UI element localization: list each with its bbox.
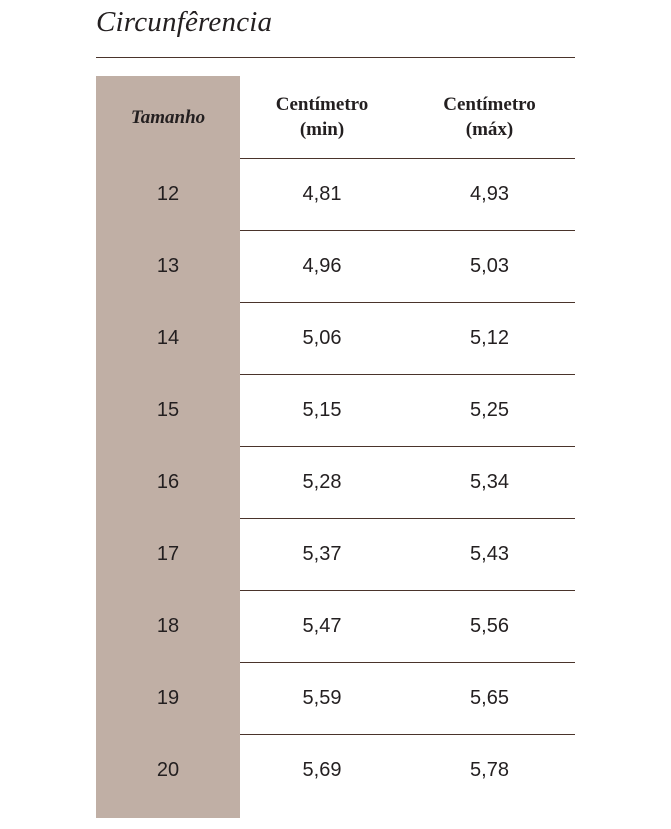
column-header-cm-max-line1: Centímetro [443, 93, 536, 115]
cell-cm-max: 5,03 [404, 231, 575, 303]
cell-cm-max: 5,43 [404, 519, 575, 591]
cell-cm-min: 5,28 [240, 447, 404, 519]
cell-size: 18 [96, 591, 240, 663]
table-row [96, 231, 575, 303]
column-header-cm-min-line2: (min) [299, 119, 345, 140]
cell-size: 20 [96, 735, 240, 807]
cell-size: 16 [96, 447, 240, 519]
column-header-size [96, 76, 240, 159]
cell-cm-min: 5,15 [240, 375, 404, 447]
table-header [96, 76, 575, 159]
cell-cm-min: 5,37 [240, 519, 404, 591]
table-row [96, 447, 575, 519]
column-header-cm-min-line1: Centímetro [275, 93, 369, 115]
column-header-cm-min [240, 76, 404, 159]
cell-cm-max: 4,93 [404, 159, 575, 231]
title-divider [96, 57, 575, 58]
cell-cm-max: 5,12 [404, 303, 575, 375]
table-row [96, 375, 575, 447]
cell-cm-max: 5,56 [404, 591, 575, 663]
cell-cm-min: 5,59 [240, 663, 404, 735]
table-row [96, 591, 575, 663]
table-row [96, 159, 575, 231]
column-header-size-label: Tamanho [130, 106, 206, 128]
table-row [96, 519, 575, 591]
cell-cm-max: 5,34 [404, 447, 575, 519]
cell-cm-max: 5,65 [404, 663, 575, 735]
cell-size: 19 [96, 663, 240, 735]
cell-cm-min: 5,69 [302, 759, 342, 781]
cell-size: 17 [96, 519, 240, 591]
cell-cm-max: 5,78 [470, 759, 509, 781]
cell-size: 15 [96, 375, 240, 447]
cell-size: 13 [96, 231, 240, 303]
column-header-cm-max [404, 76, 575, 159]
column-header-cm-max-line2: (máx) [465, 119, 514, 140]
cell-cm-max: 5,25 [404, 375, 575, 447]
page-title: Circunfêrencia [96, 6, 273, 38]
cell-cm-min: 4,81 [240, 159, 404, 231]
table-row [96, 663, 575, 735]
circumference-table [96, 76, 575, 806]
table-row [96, 735, 575, 807]
table-row [96, 303, 575, 375]
cell-cm-min: 5,06 [240, 303, 404, 375]
cell-cm-min: 4,96 [240, 231, 404, 303]
cell-size: 12 [96, 159, 240, 231]
table-header-row [96, 76, 575, 159]
cell-size: 14 [96, 303, 240, 375]
cell-cm-min: 5,47 [240, 591, 404, 663]
table-body [96, 159, 575, 807]
